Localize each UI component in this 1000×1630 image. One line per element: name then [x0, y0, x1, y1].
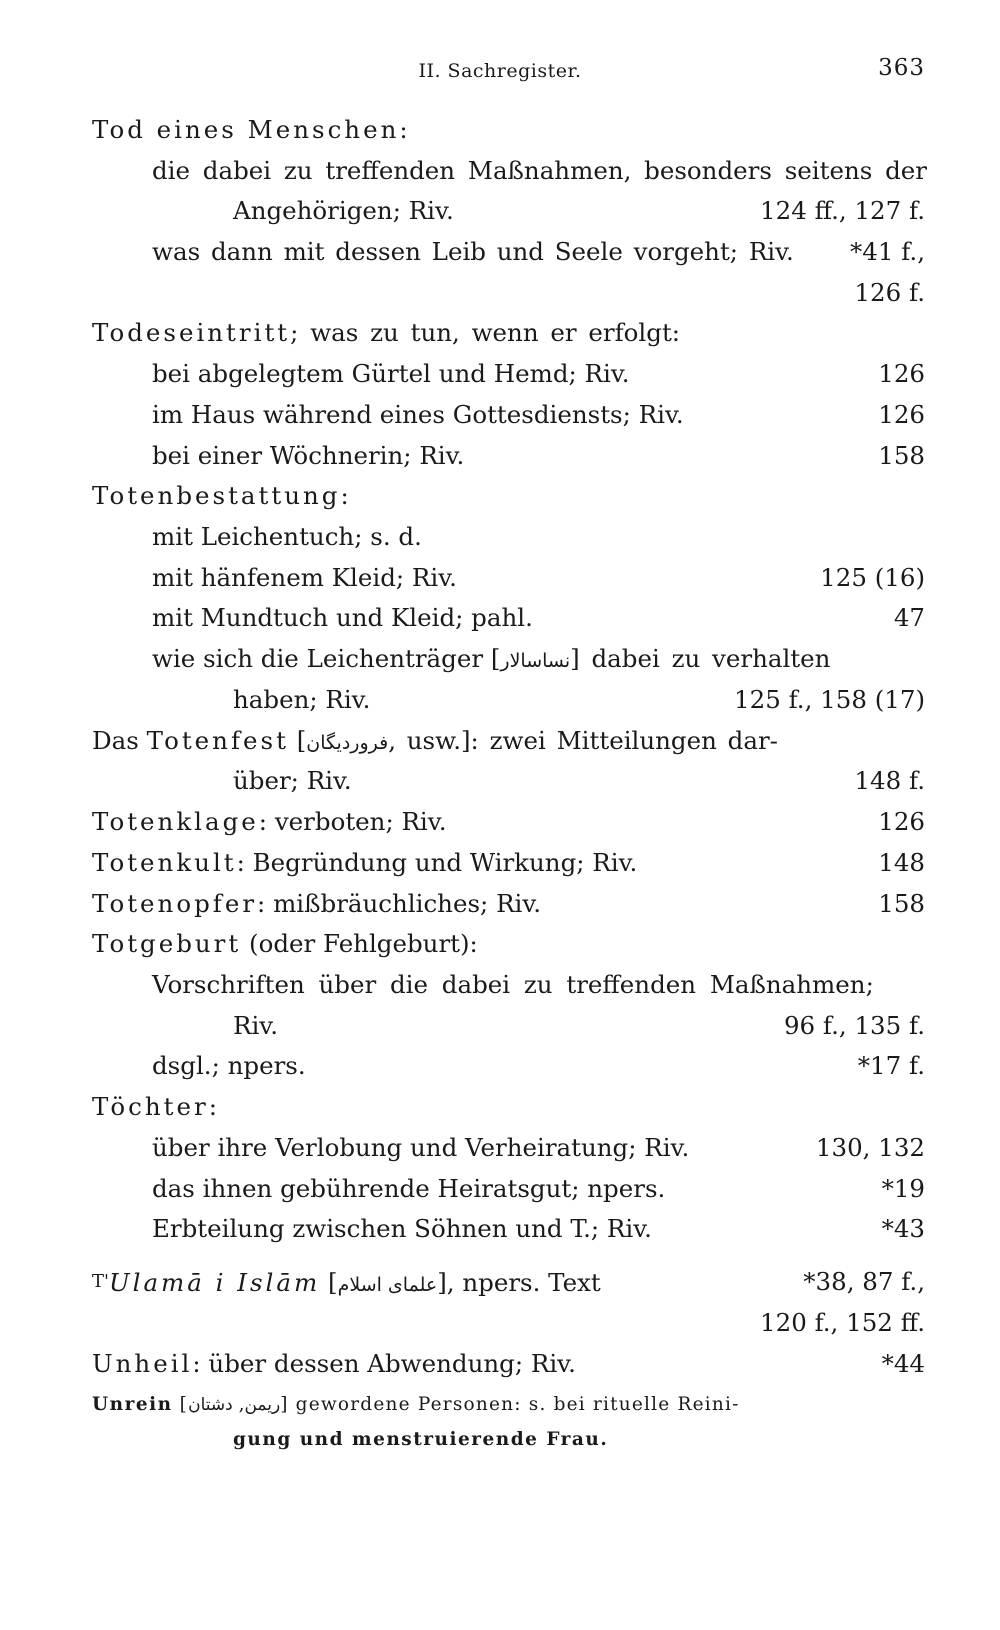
index-entry-heading: Unrein [ ریمن, دشتان ] gewordene Personen: s. bei rituelle Reini- — [92, 1394, 740, 1415]
index-entry-heading: Totenklage: verboten; Riv. 126 — [92, 807, 925, 836]
index-entry-heading: Todeseintritt; was zu tun, wenn er erfolgt: — [92, 318, 681, 347]
index-entry-heading: T'Ulamā i Islām [علمای اسلام], npers. Text *38, 87 f., — [92, 1267, 925, 1297]
index-subentry: mit Leichentuch; s. d. — [152, 522, 422, 551]
arabic-script-term: فروردیگان — [306, 732, 389, 754]
index-subentry: über ihre Verlobung und Verheiratung; Riv. 130, 132 — [152, 1133, 925, 1162]
index-subentry: Vorschriften über die dabei zu treffenden Maßnahmen; — [152, 970, 874, 999]
index-subentry-continuation: Riv. 96 f., 135 f. — [233, 1011, 925, 1040]
index-entry-heading: Totenopfer: mißbräuchliches; Riv. 158 — [92, 889, 925, 918]
index-subentry-continuation: Angehörigen; Riv. 124 ff., 127 f. — [233, 196, 925, 225]
arabic-script-term: ریمن — [244, 1395, 281, 1415]
index-subentry-continuation: haben; Riv. 125 f., 158 (17) — [233, 685, 925, 714]
index-entry-heading: Totenkult: Begründung und Wirkung; Riv. 148 — [92, 848, 925, 877]
index-subentry-continuation: über; Riv. 148 f. — [233, 766, 925, 795]
index-entry-heading: Totgeburt (oder Fehlgeburt): — [92, 929, 478, 958]
index-subentry: wie sich die Leichenträger [نساسالار] dabei zu verhalten — [152, 644, 831, 673]
index-entry-continuation: gung und menstruierende Frau. — [233, 1429, 609, 1450]
arabic-script-term: نساسالار — [500, 650, 571, 672]
index-subentry: was dann mit dessen Leib und Seele vorgeht; Riv. *41 f., — [152, 237, 925, 266]
page-number: 363 — [878, 55, 925, 81]
index-subentry-continuation: 126 f. — [854, 278, 925, 307]
index-entry-continuation: 120 f., 152 ff. — [760, 1308, 925, 1337]
index-subentry: bei abgelegtem Gürtel und Hemd; Riv. 126 — [152, 359, 925, 388]
index-entry-heading: Tod eines Menschen: — [92, 115, 411, 144]
running-header: II. Sachregister. — [418, 60, 582, 82]
arabic-script-term: علمای اسلام — [337, 1274, 438, 1296]
index-entry-heading: Totenbestattung: — [92, 481, 349, 510]
index-subentry: die dabei zu treffenden Maßnahmen, besonders seitens der — [152, 156, 928, 185]
index-subentry: bei einer Wöchnerin; Riv. 158 — [152, 441, 925, 470]
index-entry-heading: Das Totenfest [فروردیگان, usw.]: zwei Mitteilungen dar- — [92, 726, 778, 755]
index-entry-heading: Töchter: — [92, 1092, 217, 1121]
index-subentry: dsgl.; npers. *17 f. — [152, 1051, 925, 1080]
index-subentry: das ihnen gebührende Heiratsgut; npers. *19 — [152, 1174, 925, 1203]
index-subentry: im Haus während eines Gottesdiensts; Riv. 126 — [152, 400, 925, 429]
index-subentry: Erbteilung zwischen Söhnen und T.; Riv. *43 — [152, 1214, 925, 1243]
index-subentry: mit Mundtuch und Kleid; pahl. 47 — [152, 603, 925, 632]
index-entry-heading: Unheil: über dessen Abwendung; Riv. *44 — [92, 1349, 925, 1378]
arabic-script-term: دشتان — [188, 1395, 233, 1415]
index-subentry: mit hänfenem Kleid; Riv. 125 (16) — [152, 563, 925, 592]
